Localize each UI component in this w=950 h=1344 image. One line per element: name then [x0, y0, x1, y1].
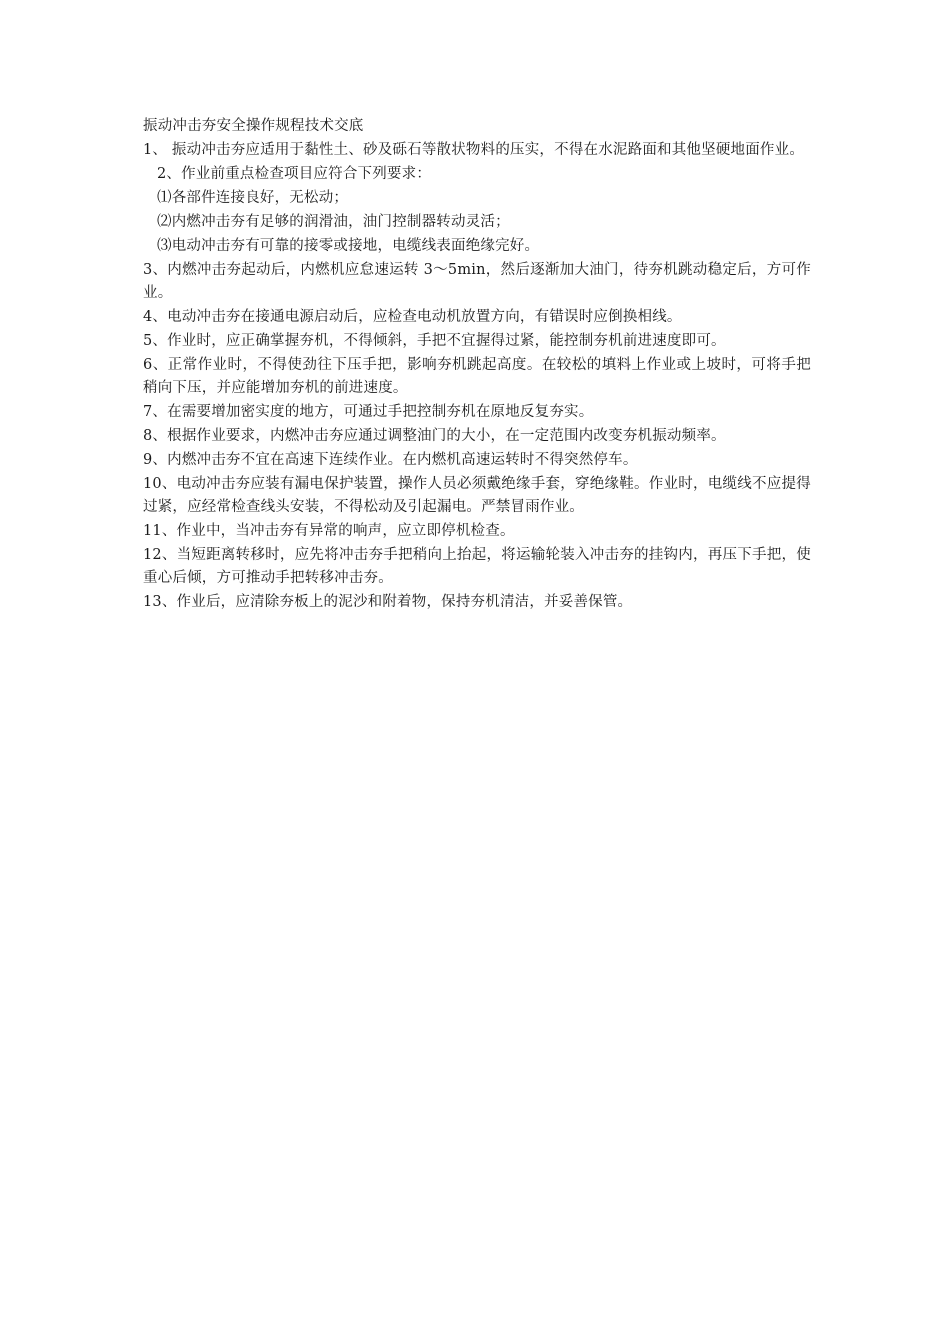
rule-3: 3、内燃冲击夯起动后，内燃机应怠速运转 3～5min，然后逐渐加大油门，待夯机跳动稳定后，方可作业。: [143, 262, 811, 301]
rule-1: 1、 振动冲击夯应适用于黏性土、砂及砾石等散状物料的压实，不得在水泥路面和其他坚硬地面作业。: [143, 142, 805, 158]
rule-12: 12、当短距离转移时，应先将冲击夯手把稍向上抬起，将运输轮装入冲击夯的挂钩内，再压下手把，使重心后倾，方可推动手把转移冲击夯。: [143, 547, 811, 586]
rule-5: 5、作业时，应正确掌握夯机，不得倾斜，手把不宜握得过紧，能控制夯机前进速度即可。: [143, 333, 726, 349]
rule-8: 8、根据作业要求，内燃冲击夯应通过调整油门的大小，在一定范围内改变夯机振动频率。: [143, 428, 726, 444]
document-title: 振动冲击夯安全操作规程技术交底: [143, 118, 364, 134]
rule-2-sub-3: ⑶电动冲击夯有可靠的接零或接地，电缆线表面绝缘完好。: [157, 238, 540, 254]
rule-9: 9、内燃冲击夯不宜在高速下连续作业。在内燃机高速运转时不得突然停车。: [143, 452, 638, 468]
rule-10: 10、电动冲击夯应装有漏电保护装置，操作人员必须戴绝缘手套，穿绝缘鞋。作业时，电缆线不应提得过紧，应经常检查线头安装，不得松动及引起漏电。严禁冒雨作业。: [143, 476, 811, 515]
rule-7: 7、在需要增加密实度的地方，可通过手把控制夯机在原地反复夯实。: [143, 404, 594, 420]
rule-4: 4、电动冲击夯在接通电源启动后，应检查电动机放置方向，有错误时应倒换相线。: [143, 309, 682, 325]
rule-11: 11、作业中，当冲击夯有异常的响声，应立即停机检查。: [143, 523, 515, 539]
rule-13: 13、作业后，应清除夯板上的泥沙和附着物，保持夯机清洁，并妥善保管。: [143, 594, 633, 610]
rule-2-sub-1: ⑴各部件连接良好，无松动；: [157, 190, 349, 206]
rule-2: 2、作业前重点检查项目应符合下列要求：: [157, 166, 432, 182]
document-body: [143, 115, 811, 614]
rule-6: 6、正常作业时，不得使劲往下压手把，影响夯机跳起高度。在较松的填料上作业或上坡时，可将手把稍向下压，并应能增加夯机的前进速度。: [143, 357, 811, 396]
rule-2-sub-2: ⑵内燃冲击夯有足够的润滑油，油门控制器转动灵活；: [157, 214, 510, 230]
